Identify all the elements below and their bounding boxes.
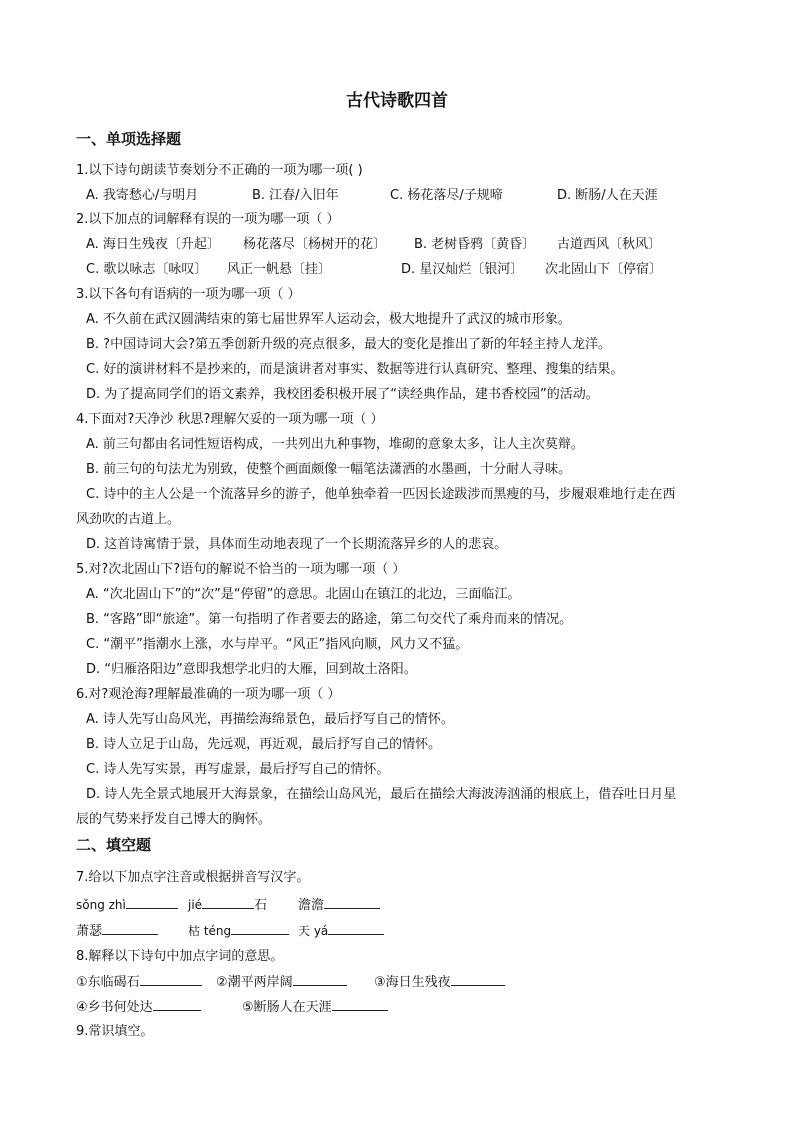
question-2-option-a: A. 海日生残夜〔升起〕	[86, 237, 220, 252]
question-4-option-c: C. 诗中的主人公是一个流落异乡的游子，他单独牵着一匹因长途跋涉而黑瘦的马，步履艰难地行走在西	[86, 487, 676, 502]
pinyin-label: jié	[188, 898, 203, 912]
pinyin-label: sǒng zhì	[76, 898, 126, 912]
answer-blank[interactable]	[451, 973, 505, 986]
question-2-stem: 2.以下加点的词解释有误的一项为哪一项（ ）	[76, 212, 340, 227]
question-7-item-3	[298, 896, 380, 915]
question-1-option-c: C. 杨花落尽/子规啼	[390, 188, 503, 203]
question-7-item-5	[188, 922, 289, 941]
question-3-option-c: C. 好的演讲材料不是抄来的，而是演讲者对事实、数据等进行认真研究、整理、搜集的结果。	[86, 362, 624, 377]
answer-blank[interactable]	[153, 998, 201, 1011]
pinyin-label: 枯 téng	[188, 924, 232, 938]
question-1-option-d: D. 断肠/人在天涯	[557, 188, 658, 203]
question-2-option-c-part2: 风正一帆悬〔挂〕	[227, 262, 332, 277]
item-label: ③海日生残夜	[374, 975, 451, 990]
item-label: ⑤断肠人在天涯	[242, 1000, 332, 1015]
question-4-option-c-continued: 风劲吹的古道上。	[76, 512, 181, 527]
character-label: 石	[254, 898, 268, 913]
question-7-item-1	[76, 896, 178, 915]
section-heading-choice: 一、单项选择题	[76, 130, 182, 148]
question-5-option-d: D. “归雁洛阳边”意即我想学北归的大雁，回到故土洛阳。	[86, 662, 417, 677]
question-9-stem: 9.常识填空。	[76, 1024, 154, 1039]
question-3-option-a: A. 不久前在武汉圆满结束的第七届世界军人运动会，极大地提升了武汉的城市形象。	[86, 312, 571, 327]
answer-blank[interactable]	[231, 922, 289, 935]
answer-blank[interactable]	[202, 896, 254, 909]
question-6-option-d-continued: 辰的气势来抒发自己博大的胸怀。	[76, 812, 272, 827]
question-8-item-5	[242, 998, 388, 1017]
word-label: 萧瑟	[76, 924, 103, 939]
answer-blank[interactable]	[324, 896, 380, 909]
answer-blank[interactable]	[293, 973, 347, 986]
question-5-stem: 5.对?次北固山下?语句的解说不恰当的一项为哪一项（ ）	[76, 562, 406, 577]
item-label: ②潮平两岸阔	[216, 975, 293, 990]
question-5-option-a: A. “次北固山下”的“次”是“停留”的意思。北固山在镇江的北边，三面临江。	[86, 587, 521, 602]
question-2-option-b: B. 老树昏鸦〔黄昏〕	[414, 237, 536, 252]
question-2-option-b-part2: 古道西风〔秋风〕	[557, 237, 662, 252]
question-8-item-3	[374, 973, 505, 992]
question-7-item-6	[298, 922, 384, 941]
item-label: ④乡书何处达	[76, 1000, 153, 1015]
question-2-option-c: C. 歌以咏志〔咏叹〕	[86, 262, 208, 277]
section-heading-fill: 二、填空题	[76, 836, 152, 854]
question-8-item-4	[76, 998, 201, 1017]
question-2-option-a-part2: 杨花落尽〔杨树开的花〕	[243, 237, 387, 252]
question-1-option-b: B. 江春/入旧年	[252, 188, 339, 203]
answer-blank[interactable]	[102, 922, 158, 935]
answer-blank[interactable]	[126, 896, 178, 909]
question-4-option-d: D. 这首诗寓情于景，具体而生动地表现了一个长期流落异乡的人的悲哀。	[86, 537, 508, 552]
question-6-option-d: D. 诗人先全景式地展开大海景象，在描绘山岛风光，最后在描绘大海波涛汹涌的根底上，借吞吐日月星	[86, 787, 677, 802]
answer-blank[interactable]	[328, 922, 384, 935]
answer-blank[interactable]	[140, 973, 202, 986]
question-8-item-1	[76, 973, 202, 992]
question-8-stem: 8.解释以下诗句中加点字词的意思。	[76, 949, 284, 964]
question-6-stem: 6.对?观沧海?理解最准确的一项为哪一项（ ）	[76, 687, 341, 702]
question-1-stem: 1.以下诗句朗读节奏划分不正确的一项为哪一项( )	[76, 163, 363, 178]
question-6-option-c: C. 诗人先写实景，再写虚景，最后抒写自己的情怀。	[86, 762, 390, 777]
question-6-option-a: A. 诗人先写山岛风光，再描绘海绵景色，最后抒写自己的情怀。	[86, 712, 454, 727]
word-label: 澹澹	[298, 898, 325, 913]
pinyin-label: 天 yá	[298, 924, 329, 938]
question-1-option-a: A. 我寄愁心/与明月	[86, 188, 199, 203]
page-title: 古代诗歌四首	[346, 91, 448, 111]
question-3-option-d: D. 为了提高同学们的语文素养，我校团委积极开展了“读经典作品，建书香校园”的活动。	[86, 387, 599, 402]
question-7-stem: 7.给以下加点字注音或根据拼音写汉字。	[76, 870, 310, 885]
question-5-option-c: C. “潮平”指潮水上涨，水与岸平。“风正”指风向顺，风力又不猛。	[86, 637, 469, 652]
question-8-item-2	[216, 973, 347, 992]
question-5-option-b: B. “客路”即“旅途”。第一句指明了作者要去的路途，第二句交代了乘舟而来的情况。	[86, 612, 573, 627]
answer-blank[interactable]	[332, 998, 388, 1011]
question-3-option-b: B. ?中国诗词大会?第五季创新升级的亮点很多，最大的变化是推出了新的年轻主持人龙洋。	[86, 337, 611, 352]
question-7-item-2	[188, 896, 267, 915]
question-2-option-d: D. 星汉灿烂〔银河〕	[401, 262, 524, 277]
question-4-stem: 4.下面对?天净沙 秋思?理解欠妥的一项为哪一项（ ）	[76, 412, 384, 427]
question-6-option-b: B. 诗人立足于山岛，先远观，再近观，最后抒写自己的情怀。	[86, 737, 442, 752]
question-4-option-a: A. 前三句都由名词性短语构成，一共列出九种事物，堆砌的意象太多，让人主次莫辩。	[86, 437, 584, 452]
question-7-item-4	[76, 922, 158, 941]
question-2-option-d-part2: 次北固山下〔停宿〕	[545, 262, 663, 277]
item-label: ①东临碣石	[76, 975, 140, 990]
question-4-option-b: B. 前三句的句法尤为别致，使整个画面颇像一幅笔法潇洒的水墨画，十分耐人寻味。	[86, 462, 572, 477]
question-3-stem: 3.以下各句有语病的一项为哪一项（ ）	[76, 287, 301, 302]
